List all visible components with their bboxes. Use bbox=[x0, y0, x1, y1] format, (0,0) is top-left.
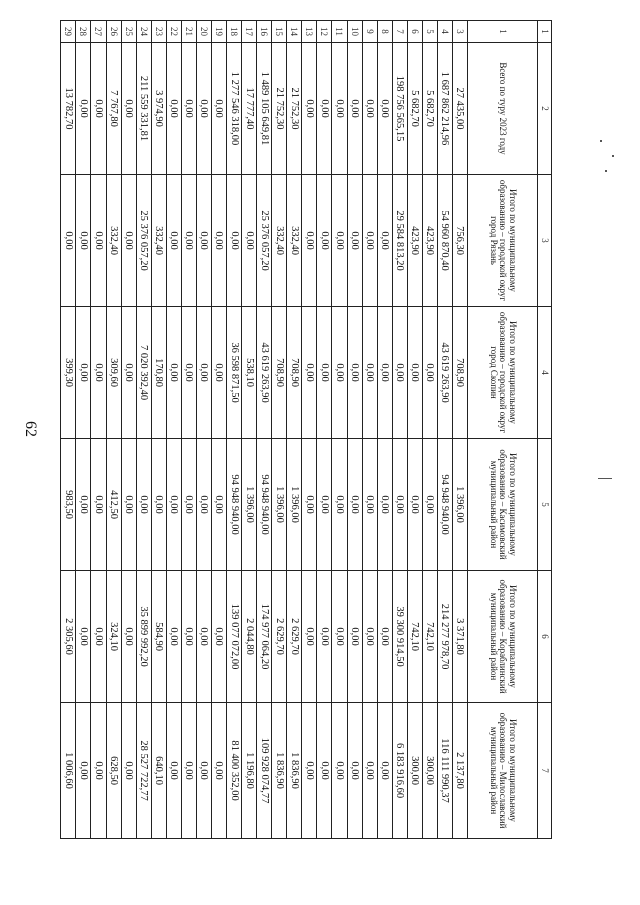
table-cell: 0,00 bbox=[196, 43, 211, 175]
data-table bbox=[60, 20, 552, 839]
table-cell: 0,00 bbox=[317, 703, 332, 839]
table-cell: 0,00 bbox=[136, 439, 151, 571]
table-cell: 300,00 bbox=[407, 703, 422, 839]
table-row bbox=[181, 21, 196, 839]
table-cell: 2 629,70 bbox=[272, 571, 287, 703]
table-cell: 94 948 940,00 bbox=[437, 439, 452, 571]
table-cell: 708,90 bbox=[452, 307, 467, 439]
row-number: 21 bbox=[181, 21, 196, 43]
table-row bbox=[166, 21, 181, 839]
table-cell: 0,00 bbox=[302, 439, 317, 571]
table-cell: 0,00 bbox=[347, 43, 362, 175]
table-row bbox=[317, 21, 332, 839]
table-cell: 0,00 bbox=[317, 175, 332, 307]
row-number: 5 bbox=[422, 21, 437, 43]
table-cell: 0,00 bbox=[332, 703, 347, 839]
table-row bbox=[227, 21, 242, 839]
table-cell: 1 396,00 bbox=[242, 439, 257, 571]
table-cell: 0,00 bbox=[61, 175, 76, 307]
row-number: 26 bbox=[106, 21, 121, 43]
table-cell: 0,00 bbox=[196, 439, 211, 571]
table-cell: 0,00 bbox=[181, 439, 196, 571]
table-cell: 0,00 bbox=[121, 43, 136, 175]
table-cell: 0,00 bbox=[377, 175, 392, 307]
table-row bbox=[362, 21, 377, 839]
table-cell: 0,00 bbox=[121, 703, 136, 839]
table-cell: 0,00 bbox=[302, 703, 317, 839]
table-cell: 0,00 bbox=[422, 307, 437, 439]
table-cell: 1 836,90 bbox=[287, 703, 302, 839]
row-number: 18 bbox=[227, 21, 242, 43]
table-cell: 0,00 bbox=[211, 175, 226, 307]
table-cell: 29 584 813,20 bbox=[392, 175, 407, 307]
table-cell: 0,00 bbox=[317, 307, 332, 439]
table-cell: 0,00 bbox=[347, 175, 362, 307]
table-cell: 742,10 bbox=[407, 571, 422, 703]
table-cell: 2 137,80 bbox=[452, 703, 467, 839]
table-row bbox=[302, 21, 317, 839]
table-cell: 0,00 bbox=[317, 43, 332, 175]
table-cell: 0,00 bbox=[362, 571, 377, 703]
table-row bbox=[61, 21, 76, 839]
table-cell: 0,00 bbox=[347, 571, 362, 703]
table-row bbox=[272, 21, 287, 839]
table-row bbox=[121, 21, 136, 839]
table-cell: 0,00 bbox=[302, 175, 317, 307]
table-cell: 0,00 bbox=[76, 307, 91, 439]
table-row bbox=[242, 21, 257, 839]
table-cell: 0,00 bbox=[181, 571, 196, 703]
table-cell: 332,40 bbox=[287, 175, 302, 307]
table-cell: 0,00 bbox=[317, 571, 332, 703]
table-cell: 0,00 bbox=[362, 703, 377, 839]
table-cell: 116 111 990,37 bbox=[437, 703, 452, 839]
table-cell: 0,00 bbox=[181, 307, 196, 439]
table-cell: 399,30 bbox=[61, 307, 76, 439]
table-cell: 94 948 940,00 bbox=[257, 439, 272, 571]
table-cell: 0,00 bbox=[121, 439, 136, 571]
table-cell: 0,00 bbox=[76, 439, 91, 571]
table-row bbox=[151, 21, 166, 839]
row-number: 9 bbox=[362, 21, 377, 43]
column-number: 5 bbox=[538, 439, 552, 571]
table-cell: 0,00 bbox=[377, 439, 392, 571]
table-row bbox=[377, 21, 392, 839]
table-cell: 983,50 bbox=[61, 439, 76, 571]
row-number: 6 bbox=[407, 21, 422, 43]
table-cell: 214 277 978,70 bbox=[437, 571, 452, 703]
column-number-row bbox=[538, 21, 552, 839]
table-cell: 0,00 bbox=[181, 43, 196, 175]
table-cell: 0,00 bbox=[332, 175, 347, 307]
table-cell: 5 682,70 bbox=[407, 43, 422, 175]
table-cell: 174 977 064,20 bbox=[257, 571, 272, 703]
table-cell: 3 974,90 bbox=[151, 43, 166, 175]
row-number: 10 bbox=[347, 21, 362, 43]
column-number: 7 bbox=[538, 703, 552, 839]
table-row bbox=[76, 21, 91, 839]
table-row bbox=[211, 21, 226, 839]
header-cell: Итого по муниципальному образованию – городской округ город Скопин bbox=[468, 307, 538, 439]
table-cell: 0,00 bbox=[166, 703, 181, 839]
header-cell: Итого по муниципальному образованию – Милославский муниципальный район bbox=[468, 703, 538, 839]
table-cell: 109 928 074,77 bbox=[257, 703, 272, 839]
table-cell: 0,00 bbox=[196, 703, 211, 839]
table-cell: 0,00 bbox=[211, 703, 226, 839]
table-cell: 27 435,00 bbox=[452, 43, 467, 175]
table-row bbox=[422, 21, 437, 839]
table-cell: 1 196,80 bbox=[242, 703, 257, 839]
table-cell: 0,00 bbox=[166, 175, 181, 307]
table-cell: 0,00 bbox=[377, 703, 392, 839]
column-number: 4 bbox=[538, 307, 552, 439]
row-number: 23 bbox=[151, 21, 166, 43]
table-cell: 5 682,70 bbox=[422, 43, 437, 175]
table-cell: 139 077 072,00 bbox=[227, 571, 242, 703]
table-body bbox=[61, 21, 552, 839]
table-row bbox=[452, 21, 467, 839]
row-number: 19 bbox=[211, 21, 226, 43]
table-cell: 640,10 bbox=[151, 703, 166, 839]
table-cell: 708,90 bbox=[287, 307, 302, 439]
row-number: 29 bbox=[61, 21, 76, 43]
table-cell: 7 020 392,40 bbox=[136, 307, 151, 439]
table-cell: 43 619 263,90 bbox=[257, 307, 272, 439]
row-number: 15 bbox=[272, 21, 287, 43]
table-cell: 0,00 bbox=[91, 439, 106, 571]
table-cell: 0,00 bbox=[377, 43, 392, 175]
table-cell: 28 527 722,77 bbox=[136, 703, 151, 839]
table-cell: 25 376 057,20 bbox=[257, 175, 272, 307]
table-cell: 3 371,80 bbox=[452, 571, 467, 703]
table-cell: 0,00 bbox=[166, 571, 181, 703]
table-cell: 0,00 bbox=[91, 703, 106, 839]
table-cell: 0,00 bbox=[181, 175, 196, 307]
row-number: 14 bbox=[287, 21, 302, 43]
row-number: 11 bbox=[332, 21, 347, 43]
column-number: 3 bbox=[538, 175, 552, 307]
row-number: 13 bbox=[302, 21, 317, 43]
table-cell: 332,40 bbox=[106, 175, 121, 307]
header-row bbox=[468, 21, 538, 839]
table-row bbox=[392, 21, 407, 839]
table-cell: 0,00 bbox=[211, 43, 226, 175]
row-number: 3 bbox=[452, 21, 467, 43]
table-cell: 0,00 bbox=[362, 43, 377, 175]
page-number: 62 bbox=[22, 421, 39, 437]
column-number: 6 bbox=[538, 571, 552, 703]
header-cell: Всего по туру 2023 году bbox=[468, 43, 538, 175]
table-row bbox=[136, 21, 151, 839]
table-row bbox=[407, 21, 422, 839]
table-cell: 0,00 bbox=[181, 703, 196, 839]
rotated-table-wrapper bbox=[60, 20, 552, 838]
table-row bbox=[437, 21, 452, 839]
table-cell: 300,00 bbox=[422, 703, 437, 839]
table-cell: 0,00 bbox=[151, 439, 166, 571]
table-row bbox=[91, 21, 106, 839]
table-row bbox=[196, 21, 211, 839]
header-cell: 1 bbox=[468, 21, 538, 43]
table-row bbox=[257, 21, 272, 839]
table-cell: 0,00 bbox=[317, 439, 332, 571]
table-cell: 0,00 bbox=[332, 43, 347, 175]
table-cell: 0,00 bbox=[196, 307, 211, 439]
table-cell: 0,00 bbox=[91, 307, 106, 439]
table-row bbox=[332, 21, 347, 839]
table-cell: 2 629,70 bbox=[287, 571, 302, 703]
table-cell: 1 396,00 bbox=[287, 439, 302, 571]
table-cell: 0,00 bbox=[166, 439, 181, 571]
table-cell: 0,00 bbox=[392, 439, 407, 571]
table-cell: 17 777,40 bbox=[242, 43, 257, 175]
table-cell: 13 782,70 bbox=[61, 43, 76, 175]
table-cell: 0,00 bbox=[166, 43, 181, 175]
table-cell: 0,00 bbox=[302, 43, 317, 175]
table-cell: 742,10 bbox=[422, 571, 437, 703]
table-cell: 0,00 bbox=[362, 175, 377, 307]
table-cell: 1 687 862 214,96 bbox=[437, 43, 452, 175]
table-cell: 0,00 bbox=[347, 439, 362, 571]
table-cell: 2 305,60 bbox=[61, 571, 76, 703]
table-cell: 0,00 bbox=[347, 307, 362, 439]
row-number: 25 bbox=[121, 21, 136, 43]
table-row bbox=[287, 21, 302, 839]
table-cell: 0,00 bbox=[76, 703, 91, 839]
table-cell: 0,00 bbox=[121, 175, 136, 307]
table-cell: 0,00 bbox=[121, 571, 136, 703]
table-cell: 36 598 871,50 bbox=[227, 307, 242, 439]
table-cell: 412,50 bbox=[106, 439, 121, 571]
row-number: 16 bbox=[257, 21, 272, 43]
table-cell: 0,00 bbox=[91, 43, 106, 175]
table-cell: 0,00 bbox=[332, 571, 347, 703]
table-cell: 0,00 bbox=[242, 175, 257, 307]
table-cell: 0,00 bbox=[302, 571, 317, 703]
row-number: 20 bbox=[196, 21, 211, 43]
table-cell: 0,00 bbox=[332, 439, 347, 571]
table-cell: 0,00 bbox=[211, 439, 226, 571]
table-cell: 1 836,90 bbox=[272, 703, 287, 839]
table-cell: 0,00 bbox=[196, 571, 211, 703]
table-cell: 198 756 565,15 bbox=[392, 43, 407, 175]
table-cell: 0,00 bbox=[377, 307, 392, 439]
table-cell: 0,00 bbox=[332, 307, 347, 439]
table-cell: 628,50 bbox=[106, 703, 121, 839]
header-cell: Итого по муниципальному образованию – городской округ город Рязань bbox=[468, 175, 538, 307]
table-cell: 538,10 bbox=[242, 307, 257, 439]
table-cell: 170,80 bbox=[151, 307, 166, 439]
table-row bbox=[106, 21, 121, 839]
table-cell: 0,00 bbox=[362, 307, 377, 439]
table-cell: 21 752,30 bbox=[272, 43, 287, 175]
table-cell: 25 376 057,20 bbox=[136, 175, 151, 307]
table-cell: 1 006,60 bbox=[61, 703, 76, 839]
column-number: 2 bbox=[538, 43, 552, 175]
table-cell: 0,00 bbox=[121, 307, 136, 439]
table-cell: 423,90 bbox=[422, 175, 437, 307]
header-cell: Итого по муниципальному образованию – Касимовский муниципальный район bbox=[468, 439, 538, 571]
table-cell: 0,00 bbox=[91, 571, 106, 703]
table-cell: 332,40 bbox=[151, 175, 166, 307]
table-cell: 0,00 bbox=[377, 571, 392, 703]
table-cell: 0,00 bbox=[302, 307, 317, 439]
table-cell: 81 400 352,00 bbox=[227, 703, 242, 839]
table-cell: 0,00 bbox=[407, 439, 422, 571]
table-row bbox=[347, 21, 362, 839]
table-cell: 0,00 bbox=[407, 307, 422, 439]
table-cell: 39 300 914,50 bbox=[392, 571, 407, 703]
table-cell: 423,90 bbox=[407, 175, 422, 307]
table-cell: 21 752,30 bbox=[287, 43, 302, 175]
table-cell: 6 183 916,60 bbox=[392, 703, 407, 839]
table-cell: 1 396,00 bbox=[272, 439, 287, 571]
table-cell: 0,00 bbox=[91, 175, 106, 307]
column-number: 1 bbox=[538, 21, 552, 43]
table-cell: 0,00 bbox=[211, 307, 226, 439]
table-cell: 0,00 bbox=[347, 703, 362, 839]
table-cell: 0,00 bbox=[362, 439, 377, 571]
table-cell: 2 044,80 bbox=[242, 571, 257, 703]
table-cell: 35 899 992,20 bbox=[136, 571, 151, 703]
table-cell: 1 489 105 649,81 bbox=[257, 43, 272, 175]
table-cell: 43 619 263,90 bbox=[437, 307, 452, 439]
table-cell: 0,00 bbox=[76, 43, 91, 175]
table-cell: 7 767,80 bbox=[106, 43, 121, 175]
table-cell: 1 396,00 bbox=[452, 439, 467, 571]
table-cell: 54 960 870,40 bbox=[437, 175, 452, 307]
row-number: 4 bbox=[437, 21, 452, 43]
table-cell: 0,00 bbox=[166, 307, 181, 439]
table-cell: 0,00 bbox=[392, 307, 407, 439]
table-cell: 94 948 940,00 bbox=[227, 439, 242, 571]
table-cell: 0,00 bbox=[196, 175, 211, 307]
table-cell: 756,30 bbox=[452, 175, 467, 307]
table-cell: 211 559 331,81 bbox=[136, 43, 151, 175]
table-cell: 0,00 bbox=[211, 571, 226, 703]
table-cell: 332,40 bbox=[272, 175, 287, 307]
header-cell: Итого по муниципальному образованию – Кораблинский муниципальный район bbox=[468, 571, 538, 703]
table-cell: 1 277 546 318,00 bbox=[227, 43, 242, 175]
table-cell: 0,00 bbox=[76, 175, 91, 307]
row-number: 28 bbox=[76, 21, 91, 43]
table-cell: 0,00 bbox=[76, 571, 91, 703]
table-cell: 584,90 bbox=[151, 571, 166, 703]
row-number: 27 bbox=[91, 21, 106, 43]
row-number: 12 bbox=[317, 21, 332, 43]
row-number: 24 bbox=[136, 21, 151, 43]
table-cell: 708,90 bbox=[272, 307, 287, 439]
row-number: 17 bbox=[242, 21, 257, 43]
table-cell: 309,60 bbox=[106, 307, 121, 439]
table-cell: 324,10 bbox=[106, 571, 121, 703]
table-cell: 0,00 bbox=[422, 439, 437, 571]
row-number: 8 bbox=[377, 21, 392, 43]
row-number: 7 bbox=[392, 21, 407, 43]
table-cell: 0,00 bbox=[227, 175, 242, 307]
row-number: 22 bbox=[166, 21, 181, 43]
